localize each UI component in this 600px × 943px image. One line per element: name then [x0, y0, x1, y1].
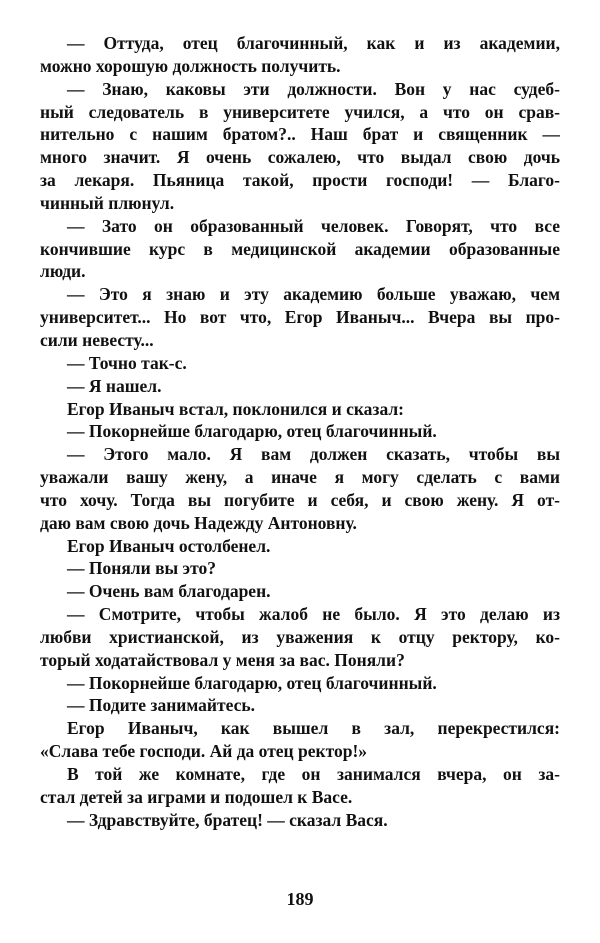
text-line: — Это я знаю и эту академию больше уважаю, чем: [67, 284, 560, 305]
text-line: — Я нашел.: [67, 375, 162, 396]
text-line: сили невесту...: [40, 329, 154, 350]
text-line: — Оттуда, отец благочинный, как и из академии,: [67, 33, 560, 53]
text-line: «Слава тебе господи. Ай да отец ректор!»: [40, 741, 368, 762]
text-line: любви христианской, из уважения к отцу ректору, ко-: [40, 626, 560, 647]
text-line: — Здравствуйте, братец! — сказал Вася.: [67, 809, 388, 830]
text-line: стал детей за играми и подошел к Васе.: [40, 786, 353, 807]
text-line: Егор Иваныч, как вышел в зал, перекрестился:: [67, 718, 560, 739]
text-line: — Этого мало. Я вам должен сказать, чтобы вы: [67, 444, 560, 465]
text-line: Егор Иваныч остолбенел.: [67, 535, 271, 556]
text-line: — Смотрите, чтобы жалоб не было. Я это делаю из: [67, 604, 560, 625]
text-line: что хочу. Тогда вы погубите и себя, и свою жену. Я от-: [40, 489, 560, 510]
text-line: — Покорнейше благодарю, отец благочинный.: [67, 672, 437, 693]
text-line: В той же комнате, где он занимался вчера, он за-: [67, 764, 560, 784]
text-line: за лекаря. Пьяница такой, прости господи! — Благо-: [40, 170, 560, 191]
text-line: много значит. Я очень сожалею, что выдал свою дочь: [40, 147, 560, 168]
text-line: — Поняли вы это?: [67, 558, 216, 579]
text-line: даю вам свою дочь Надежду Антоновну.: [40, 512, 357, 533]
body-text: [40, 32, 560, 832]
text-line: Егор Иваныч встал, поклонился и сказал:: [67, 398, 405, 419]
text-line: чинный плюнул.: [40, 192, 175, 213]
text-line: можно хорошую должность получить.: [40, 55, 341, 76]
text-line: — Точно так-с.: [67, 352, 187, 373]
text-line: — Подите занимайтесь.: [67, 695, 255, 716]
page-number: 189: [286, 889, 314, 909]
text-line: — Покорнейше благодарю, отец благочинный.: [67, 421, 437, 442]
text-line: торый ходатайствовал у меня за вас. Поняли?: [40, 649, 405, 670]
text-line: уважали вашу жену, а иначе я могу сделать с вами: [40, 467, 560, 488]
text-line: университет... Но вот что, Егор Иваныч... Вчера вы про-: [40, 307, 560, 328]
text-line: — Очень вам благодарен.: [67, 581, 271, 602]
text-line: ный следователь в университете учился, а что он срав-: [40, 101, 560, 122]
text-line: нительно с нашим братом?.. Наш брат и священник —: [40, 124, 560, 145]
text-line: — Зато он образованный человек. Говорят, что все: [67, 215, 560, 236]
text-line: люди.: [40, 261, 86, 282]
text-line: — Знаю, каковы эти должности. Вон у нас судеб-: [67, 78, 560, 99]
text-line: кончившие курс в медицинской академии образованные: [40, 238, 560, 259]
